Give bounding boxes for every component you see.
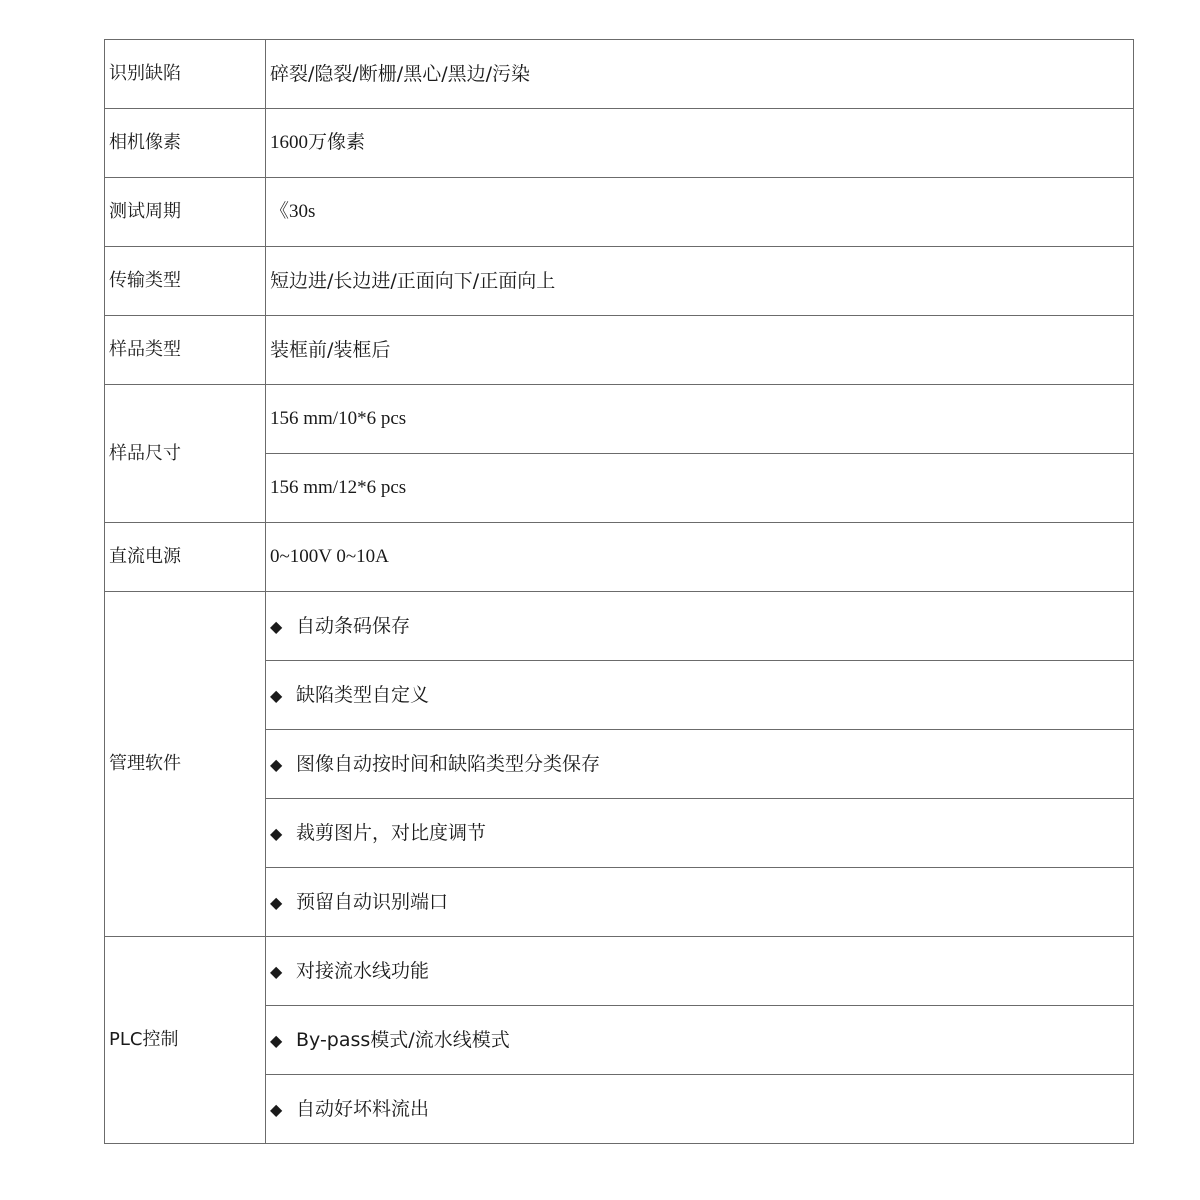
- software-feature-text: 缺陷类型自定义: [296, 683, 430, 706]
- software-feature-text: 自动条码保存: [296, 614, 411, 637]
- list-item: [266, 592, 1134, 661]
- list-item: [266, 730, 1134, 799]
- row-label-test-cycle: 测试周期: [105, 178, 266, 247]
- software-feature-text: 预留自动识别端口: [296, 890, 449, 913]
- software-feature-text: 裁剪图片，对比度调节: [296, 821, 487, 844]
- row-value-camera-pixels: 1600万像素: [266, 109, 1134, 178]
- diamond-bullet-icon: ◆: [270, 1030, 283, 1050]
- row-label-defects: 识别缺陷: [105, 40, 266, 109]
- plc-feature-text: By-pass模式/流水线模式: [296, 1028, 510, 1051]
- diamond-bullet-icon: ◆: [270, 1099, 283, 1119]
- list-item: [266, 799, 1134, 868]
- row-value-defects: 碎裂/隐裂/断栅/黑心/黑边/污染: [266, 40, 1134, 109]
- list-item: [266, 1075, 1134, 1144]
- diamond-bullet-icon: ◆: [270, 823, 283, 843]
- table-row: [105, 40, 1134, 109]
- diamond-bullet-icon: ◆: [270, 892, 283, 912]
- table-row: [105, 178, 1134, 247]
- row-label-management-software: 管理软件: [105, 592, 266, 937]
- row-label-dc-power: 直流电源: [105, 523, 266, 592]
- row-label-transfer-type: 传输类型: [105, 247, 266, 316]
- diamond-bullet-icon: ◆: [270, 616, 283, 636]
- list-item: [266, 661, 1134, 730]
- row-value-dc-power: 0~100V 0~10A: [266, 523, 1134, 592]
- list-item: [266, 868, 1134, 937]
- plc-feature-text: 对接流水线功能: [296, 959, 430, 982]
- row-label-camera-pixels: 相机像素: [105, 109, 266, 178]
- table-row: [105, 247, 1134, 316]
- table-row: [105, 592, 1134, 661]
- table-row: [105, 316, 1134, 385]
- list-item: [266, 1006, 1134, 1075]
- plc-feature-text: 自动好坏料流出: [296, 1097, 430, 1120]
- diamond-bullet-icon: ◆: [270, 754, 283, 774]
- diamond-bullet-icon: ◆: [270, 961, 283, 981]
- table-row: [105, 937, 1134, 1006]
- spec-table: [104, 39, 1134, 1144]
- row-label-sample-size: 样品尺寸: [105, 385, 266, 523]
- list-item: [266, 937, 1134, 1006]
- row-value-sample-size-2: 156 mm/12*6 pcs: [266, 454, 1134, 523]
- row-label-plc-control: PLC控制: [105, 937, 266, 1144]
- row-value-sample-size-1: 156 mm/10*6 pcs: [266, 385, 1134, 454]
- row-value-test-cycle: 《30s: [266, 178, 1134, 247]
- row-label-sample-type: 样品类型: [105, 316, 266, 385]
- table-row: [105, 385, 1134, 454]
- table-row: [105, 523, 1134, 592]
- diamond-bullet-icon: ◆: [270, 685, 283, 705]
- row-value-sample-type: 装框前/装框后: [266, 316, 1134, 385]
- software-feature-text: 图像自动按时间和缺陷类型分类保存: [296, 752, 601, 775]
- table-row: [105, 109, 1134, 178]
- row-value-transfer-type: 短边进/长边进/正面向下/正面向上: [266, 247, 1134, 316]
